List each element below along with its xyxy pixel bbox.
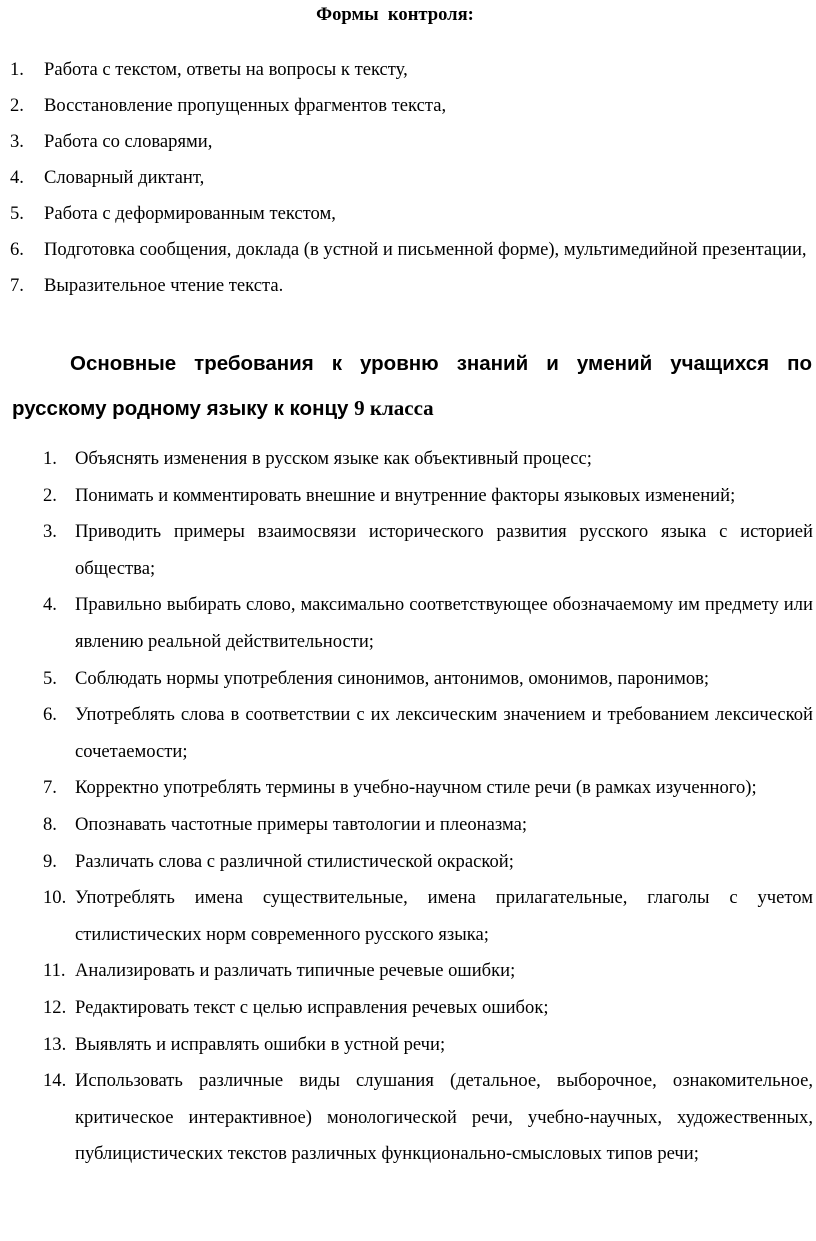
list-item-number: 12. <box>43 996 67 1018</box>
list-item-number: 2. <box>43 484 57 506</box>
list-item-text: Словарный диктант, <box>44 167 205 188</box>
list-item-text: Приводить примеры взаимосвязи исторического развития русского языка с историей общества; <box>75 521 813 579</box>
list-item-number: 7. <box>43 777 57 799</box>
list-item-number: 7. <box>10 275 24 296</box>
list-item <box>0 953 816 990</box>
list-item-number: 4. <box>43 594 57 616</box>
list-item-number: 1. <box>43 448 57 469</box>
list-item-text: Выявлять и исправлять ошибки в устной речи; <box>75 1033 446 1055</box>
list-item-text: Различать слова с различной стилистической окраской; <box>75 850 514 872</box>
list-item <box>0 52 816 88</box>
requirements-list <box>0 441 816 1173</box>
list-item-number: 1. <box>10 59 24 80</box>
list-item <box>0 88 816 124</box>
requirements-heading-grade: 9 класса <box>354 396 434 420</box>
list-item <box>0 514 816 587</box>
list-item <box>0 1027 816 1064</box>
list-item-number: 10. <box>43 887 67 909</box>
list-item-number: 11. <box>43 960 66 982</box>
list-item-number: 5. <box>10 203 24 224</box>
list-item-number: 13. <box>43 1033 67 1055</box>
list-item-text: Восстановление пропущенных фрагментов текста, <box>44 95 447 116</box>
list-item-number: 3. <box>43 521 57 543</box>
requirements-heading <box>12 342 812 431</box>
list-item-number: 6. <box>43 704 57 726</box>
list-item <box>0 232 816 268</box>
list-item <box>0 1063 816 1173</box>
list-item-number: 2. <box>10 95 24 116</box>
list-item-text: Употреблять имена существительные, имена прилагательные, глаголы с учетом стилистических норм современного русского языка; <box>75 887 813 945</box>
list-item <box>0 880 816 953</box>
list-item <box>0 478 816 515</box>
forms-title: Формы контроля: <box>316 4 474 25</box>
list-item-text: Использовать различные виды слушания (детальное, выборочное, ознакомительное, критическое интерактивное) монологической речи, учебно-научных, художественных, публицистических текстов различных функционально-смысловых типов речи; <box>75 1070 813 1165</box>
list-item <box>0 124 816 160</box>
requirements-heading-main: Основные требования к уровню знаний и умений учащихся по русскому родному языку к концу <box>12 352 812 420</box>
list-item-text: Корректно употреблять термины в учебно-научном стиле речи (в рамках изученного); <box>75 777 757 799</box>
list-item <box>0 990 816 1027</box>
list-item <box>0 844 816 881</box>
list-item-text: Работа со словарями, <box>44 131 213 152</box>
list-item-number: 3. <box>10 131 24 152</box>
list-item <box>0 661 816 698</box>
list-item <box>0 770 816 807</box>
list-item-text: Объяснять изменения в русском языке как объективный процесс; <box>75 448 592 469</box>
list-item-text: Понимать и комментировать внешние и внутренние факторы языковых изменений; <box>75 484 736 506</box>
list-item-number: 9. <box>43 850 57 872</box>
list-item <box>0 268 816 304</box>
list-item-number: 8. <box>43 813 57 835</box>
list-item-text: Правильно выбирать слово, максимально соответствующее обозначаемому им предмету или явлению реальной действительности; <box>75 594 813 652</box>
list-item <box>0 697 816 770</box>
list-item-text: Соблюдать нормы употребления синонимов, антонимов, омонимов, паронимов; <box>75 667 710 689</box>
list-item <box>0 441 816 478</box>
list-item-text: Употреблять слова в соответствии с их лексическим значением и требованием лексической сочетаемости; <box>75 704 813 762</box>
list-item-number: 4. <box>10 167 24 188</box>
list-item-text: Выразительное чтение текста. <box>44 275 284 296</box>
list-item-number: 14. <box>43 1070 67 1092</box>
list-item <box>0 196 816 232</box>
list-item-text: Анализировать и различать типичные речевые ошибки; <box>75 960 516 982</box>
list-item-text: Редактировать текст с целью исправления речевых ошибок; <box>75 996 549 1018</box>
list-item <box>0 160 816 196</box>
list-item-number: 5. <box>43 667 57 689</box>
list-item-text: Подготовка сообщения, доклада (в устной и письменной форме), мультимедийной презентации, <box>44 239 807 260</box>
forms-list <box>0 52 816 304</box>
list-item <box>0 807 816 844</box>
list-item-text: Работа с деформированным текстом, <box>44 203 336 224</box>
list-item <box>0 587 816 660</box>
list-item-text: Опознавать частотные примеры тавтологии и плеоназма; <box>75 813 528 835</box>
list-item-text: Работа с текстом, ответы на вопросы к тексту, <box>44 59 408 80</box>
list-item-number: 6. <box>10 239 24 260</box>
